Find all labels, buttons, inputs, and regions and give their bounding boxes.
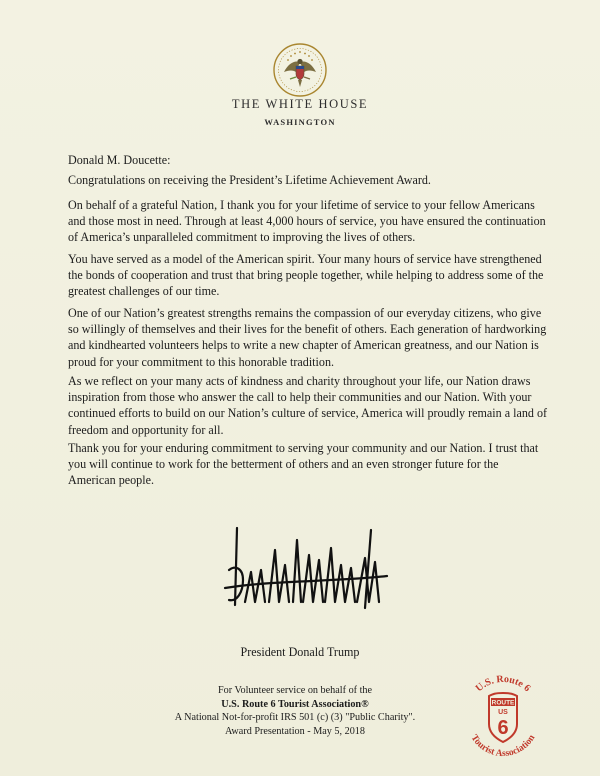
svg-text:U.S. Route 6 <box>474 674 533 694</box>
footer-line-service: For Volunteer service on behalf of the <box>217 685 373 696</box>
footer-line-organization: U.S. Route 6 Tourist Association® <box>221 698 369 710</box>
paragraph-text: Congratulations on receiving the President’s Lifetime Achievement Award. <box>68 173 431 187</box>
letterhead-title: THE WHITE HOUSE <box>231 97 369 111</box>
presidential-seal-icon <box>272 42 328 98</box>
paragraph-american-spirit <box>68 251 548 300</box>
paragraph-congratulations <box>68 172 548 188</box>
salutation-text: Donald M. Doucette: <box>68 153 171 167</box>
stamp-us-label: US <box>498 709 508 716</box>
paragraph-closing <box>68 440 548 489</box>
paragraph-reflection <box>68 373 548 438</box>
letterhead-subtitle: WASHINGTON <box>264 117 336 127</box>
stamp-arc-bottom: Tourist Association <box>468 733 538 760</box>
paragraph-text: As we reflect on your many acts of kindness and charity throughout your life, our Nation draws inspiration from those who answer the call to help their communities and our Nation. With your continued efforts to build on our Nation’s culture of service, America will proudly remain a land of freedom and opportunity for all. <box>68 374 548 437</box>
footer-line-presentation: Award Presentation - May 5, 2018 <box>225 725 365 737</box>
paragraph-text: One of our Nation’s greatest strengths remains the compassion of our everyday citizens, who give so willingly of themselves and their lives for the benefit of others. Each generation of hardworking and kindhearted volunteers helps to write a new chapter of American greatness, and our Nation is proud for your commitment to this honorable tradition. <box>68 306 547 369</box>
signer-name: President Donald Trump <box>240 645 360 659</box>
stamp-arc-top: U.S. Route 6 <box>473 673 533 695</box>
stamp-route-number: 6 <box>497 717 509 739</box>
paragraph-gratitude <box>68 197 548 246</box>
paragraph-compassion <box>68 305 548 370</box>
paragraph-text: You have served as a model of the American spirit. Your many hours of service have strengthened the bonds of cooperation and trust that bring people together, while helping to address some of the greatest challenges of our time. <box>68 252 544 299</box>
paragraph-text: Thank you for your enduring commitment to serving your community and our Nation. I trust that you will continue to work for the betterment of others and an even stronger future for the American people. <box>68 441 539 488</box>
route-6-stamp-logo <box>455 668 551 764</box>
handwritten-signature <box>215 510 395 620</box>
footer-line-nonprofit: A National Not-for-profit IRS 501 (c) (3) "Public Charity". <box>174 712 416 723</box>
award-footer <box>125 684 465 738</box>
paragraph-text: On behalf of a grateful Nation, I thank you for your lifetime of service to your fellow Americans and those most in need. Through at least 4,000 hours of service, you have ensured the continuation of America’s unparalleled commitment to improving the lives of others. <box>68 198 546 245</box>
salutation <box>68 152 548 168</box>
stamp-route-label: ROUTE <box>491 699 515 707</box>
